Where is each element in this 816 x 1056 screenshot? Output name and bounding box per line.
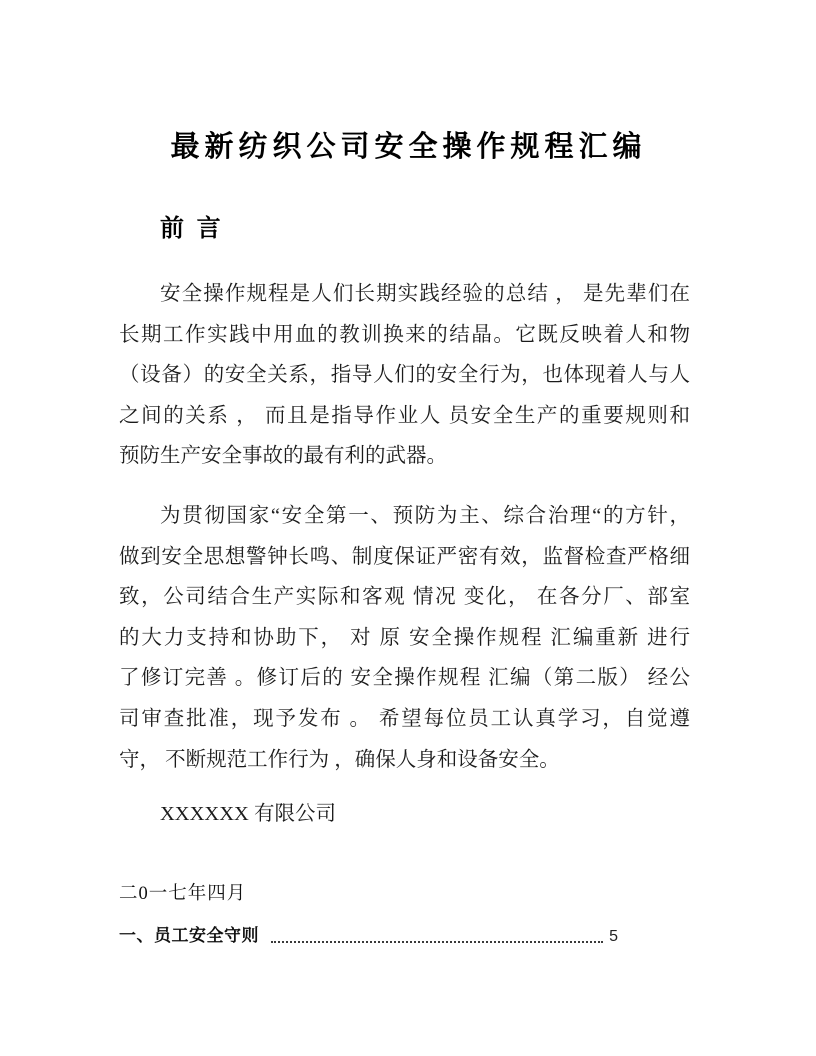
text-line: 守， 不断规范工作行为 ，确保人身和设备安全。: [119, 748, 560, 771]
text-line: 司审查批准，现予发布 。 希望每位员工认真学习，自觉遵: [119, 707, 690, 730]
text-line: 安全操作规程是人们长期实践经验的总结 ， 是先辈们在: [160, 283, 690, 305]
paragraph: [119, 496, 690, 780]
text-line: 长期工作实践中用血的教训换来的结晶。它既反映着人和物: [119, 323, 690, 346]
paragraph: [119, 794, 690, 835]
text-line: 为贯彻国家“安全第一、预防为主、综合治理“的方针，: [160, 504, 690, 527]
text-line: XXXXXX 有限公司: [160, 803, 336, 826]
toc-entry-label[interactable]: 一、员工安全守则: [119, 925, 259, 945]
text-line: （设备）的安全关系，指导人们的安全行为，也体现着人与人: [119, 364, 690, 387]
date-line: 二0一七年四月: [119, 883, 247, 904]
document-title: 最新纺织公司安全操作规程汇编: [170, 131, 647, 163]
toc-entry[interactable]: [119, 923, 618, 950]
text-line: 做到安全思想警钟长鸣、制度保证严密有效，监督检查严格细: [119, 545, 690, 568]
paragraph: [119, 274, 690, 477]
text-line: 了修订完善 。修订后的 安全操作规程 汇编（第二版） 经公: [119, 667, 690, 690]
preface-paragraphs: [119, 274, 690, 835]
text-line: 的大力支持和协助下， 对 原 安全操作规程 汇编重新 进行: [119, 626, 690, 649]
toc-dot-leader: [271, 940, 603, 943]
table-of-contents: [119, 923, 690, 950]
preface-heading: 前 言: [160, 215, 224, 242]
text-line: 预防生产安全事故的最有利的武器。: [119, 445, 447, 468]
text-line: 之间的关系 ， 而且是指导作业人 员安全生产的重要规则和: [119, 404, 690, 427]
toc-entry-page: 5: [609, 927, 618, 945]
text-line: 致，公司结合生产实际和客观 情况 变化， 在各分厂、部室: [119, 586, 690, 609]
